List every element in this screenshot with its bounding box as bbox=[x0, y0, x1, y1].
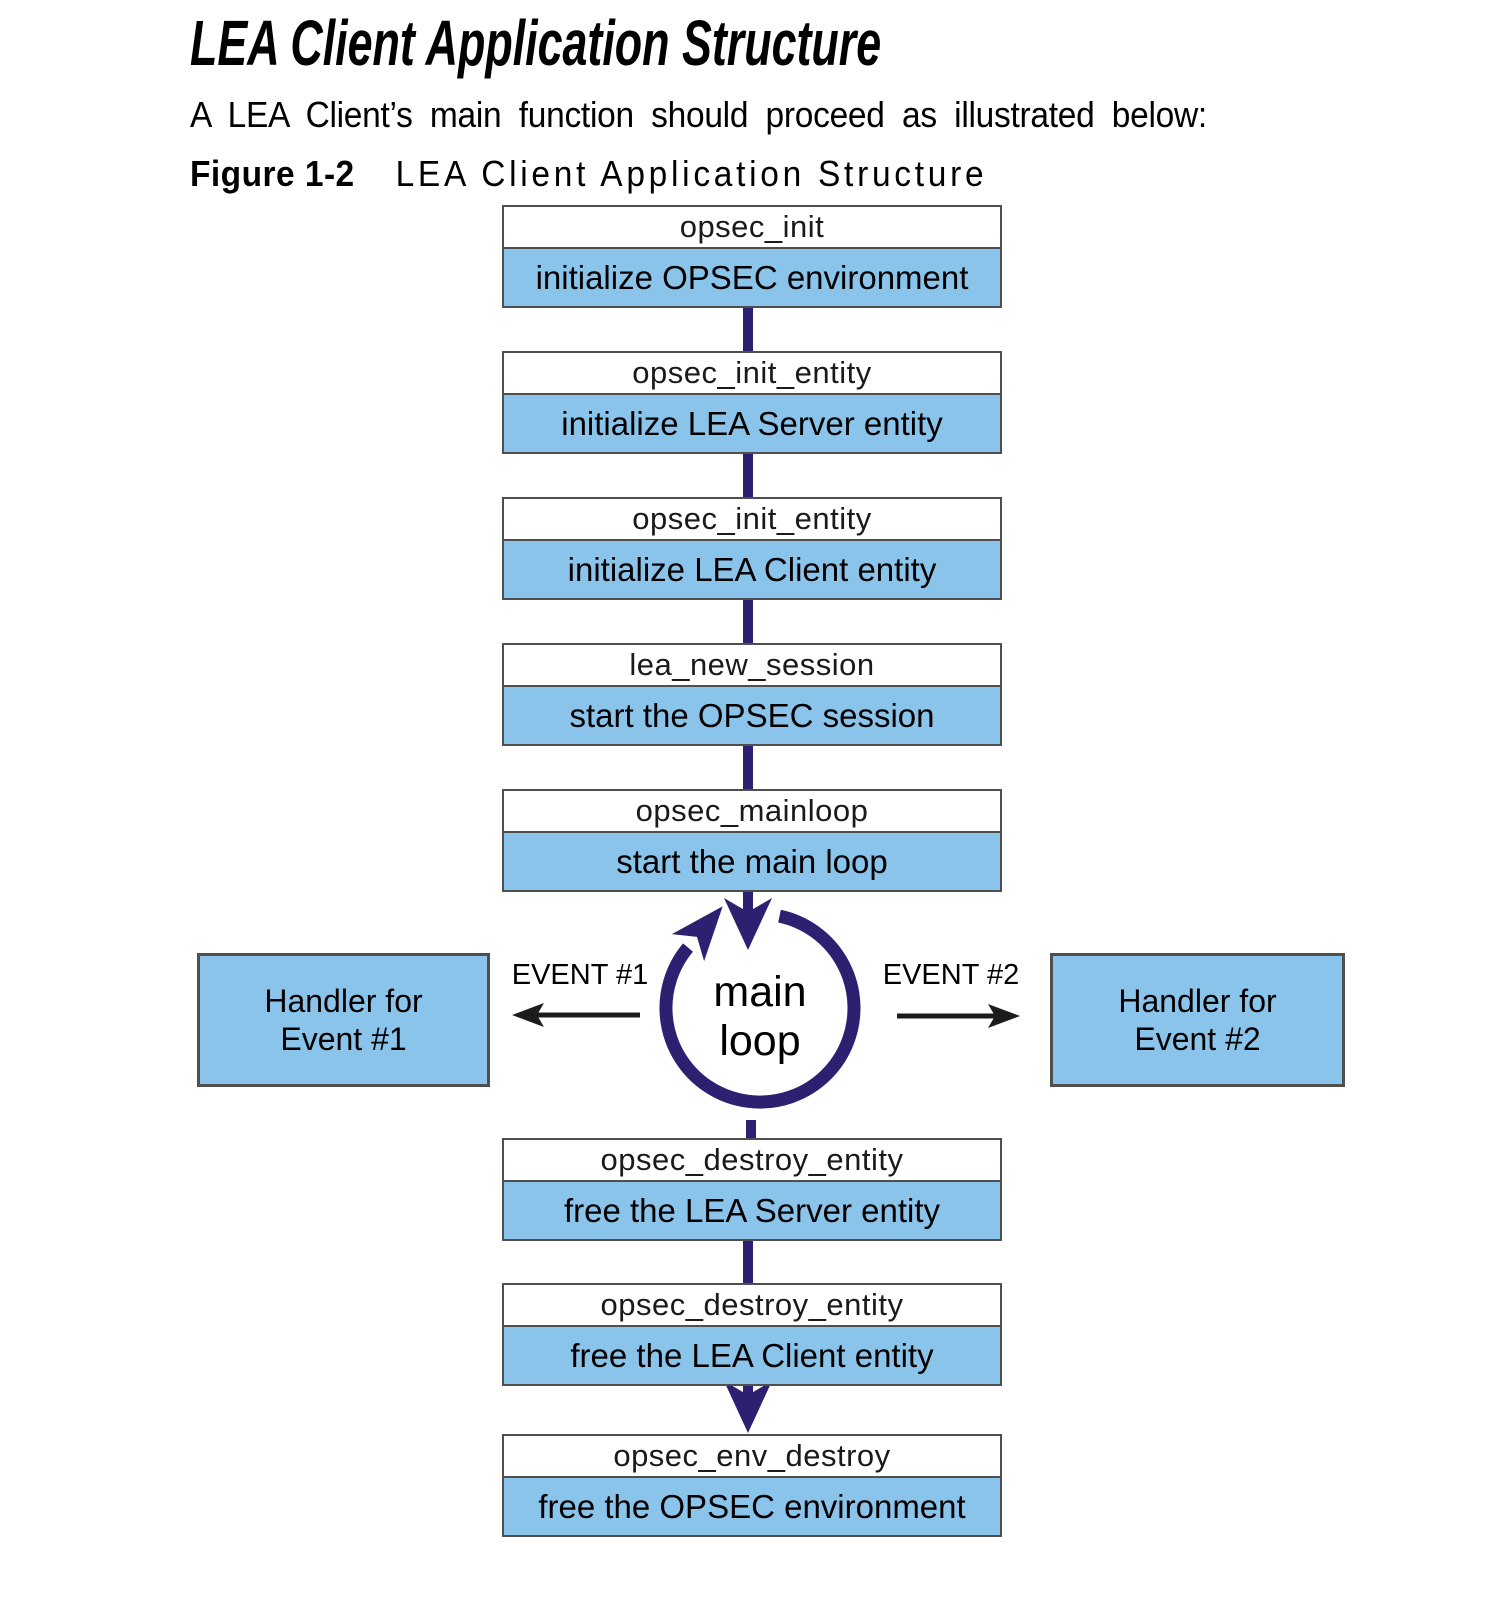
handler-box-event1 bbox=[197, 953, 490, 1087]
step-description: initialize LEA Server entity bbox=[504, 395, 1000, 452]
step-function-name: opsec_destroy_entity bbox=[504, 1140, 1000, 1182]
page-title: LEA Client Application Structure bbox=[190, 7, 882, 79]
connector-stub bbox=[746, 1120, 756, 1140]
step-description: free the LEA Client entity bbox=[504, 1327, 1000, 1384]
figure-label: Figure 1-2 bbox=[190, 153, 355, 194]
step-box-opsec-init bbox=[502, 205, 1002, 308]
figure-caption: LEA Client Application Structure bbox=[395, 153, 988, 194]
step-function-name: opsec_destroy_entity bbox=[504, 1285, 1000, 1327]
handler-line1: Handler for bbox=[1118, 983, 1277, 1019]
main-loop-label bbox=[660, 968, 860, 1066]
event2-label: EVENT #2 bbox=[882, 959, 1020, 991]
step-function-name: opsec_mainloop bbox=[504, 791, 1000, 833]
step-description: free the LEA Server entity bbox=[504, 1182, 1000, 1239]
intro-text: A LEA Client’s main function should proceed as illustrated below: bbox=[190, 94, 1207, 135]
connector-line bbox=[743, 1239, 753, 1285]
step-function-name: opsec_env_destroy bbox=[504, 1436, 1000, 1478]
connector-line bbox=[743, 305, 753, 353]
main-loop-line2: loop bbox=[719, 1017, 801, 1065]
step-box-opsec-destroy-entity-client bbox=[502, 1283, 1002, 1386]
step-box-opsec-destroy-entity-server bbox=[502, 1138, 1002, 1241]
step-function-name: opsec_init bbox=[504, 207, 1000, 249]
step-box-opsec-env-destroy bbox=[502, 1434, 1002, 1537]
step-function-name: lea_new_session bbox=[504, 645, 1000, 687]
handler-box-event2 bbox=[1050, 953, 1345, 1087]
main-loop-line1: main bbox=[713, 968, 807, 1016]
step-function-name: opsec_init_entity bbox=[504, 499, 1000, 541]
step-box-opsec-init-entity-server bbox=[502, 351, 1002, 454]
event1-label: EVENT #1 bbox=[511, 959, 649, 991]
handler-line1: Handler for bbox=[264, 983, 423, 1019]
connector-line bbox=[743, 744, 753, 791]
step-box-opsec-init-entity-client bbox=[502, 497, 1002, 600]
connector-line bbox=[743, 598, 753, 645]
step-description: initialize OPSEC environment bbox=[504, 249, 1000, 306]
step-description: free the OPSEC environment bbox=[504, 1478, 1000, 1535]
step-box-lea-new-session bbox=[502, 643, 1002, 746]
step-function-name: opsec_init_entity bbox=[504, 353, 1000, 395]
connector-line bbox=[743, 452, 753, 499]
handler-line2: Event #1 bbox=[280, 1021, 407, 1057]
step-description: initialize LEA Client entity bbox=[504, 541, 1000, 598]
step-description: start the main loop bbox=[504, 833, 1000, 890]
step-box-opsec-mainloop bbox=[502, 789, 1002, 892]
handler-line2: Event #2 bbox=[1134, 1021, 1261, 1057]
step-description: start the OPSEC session bbox=[504, 687, 1000, 744]
